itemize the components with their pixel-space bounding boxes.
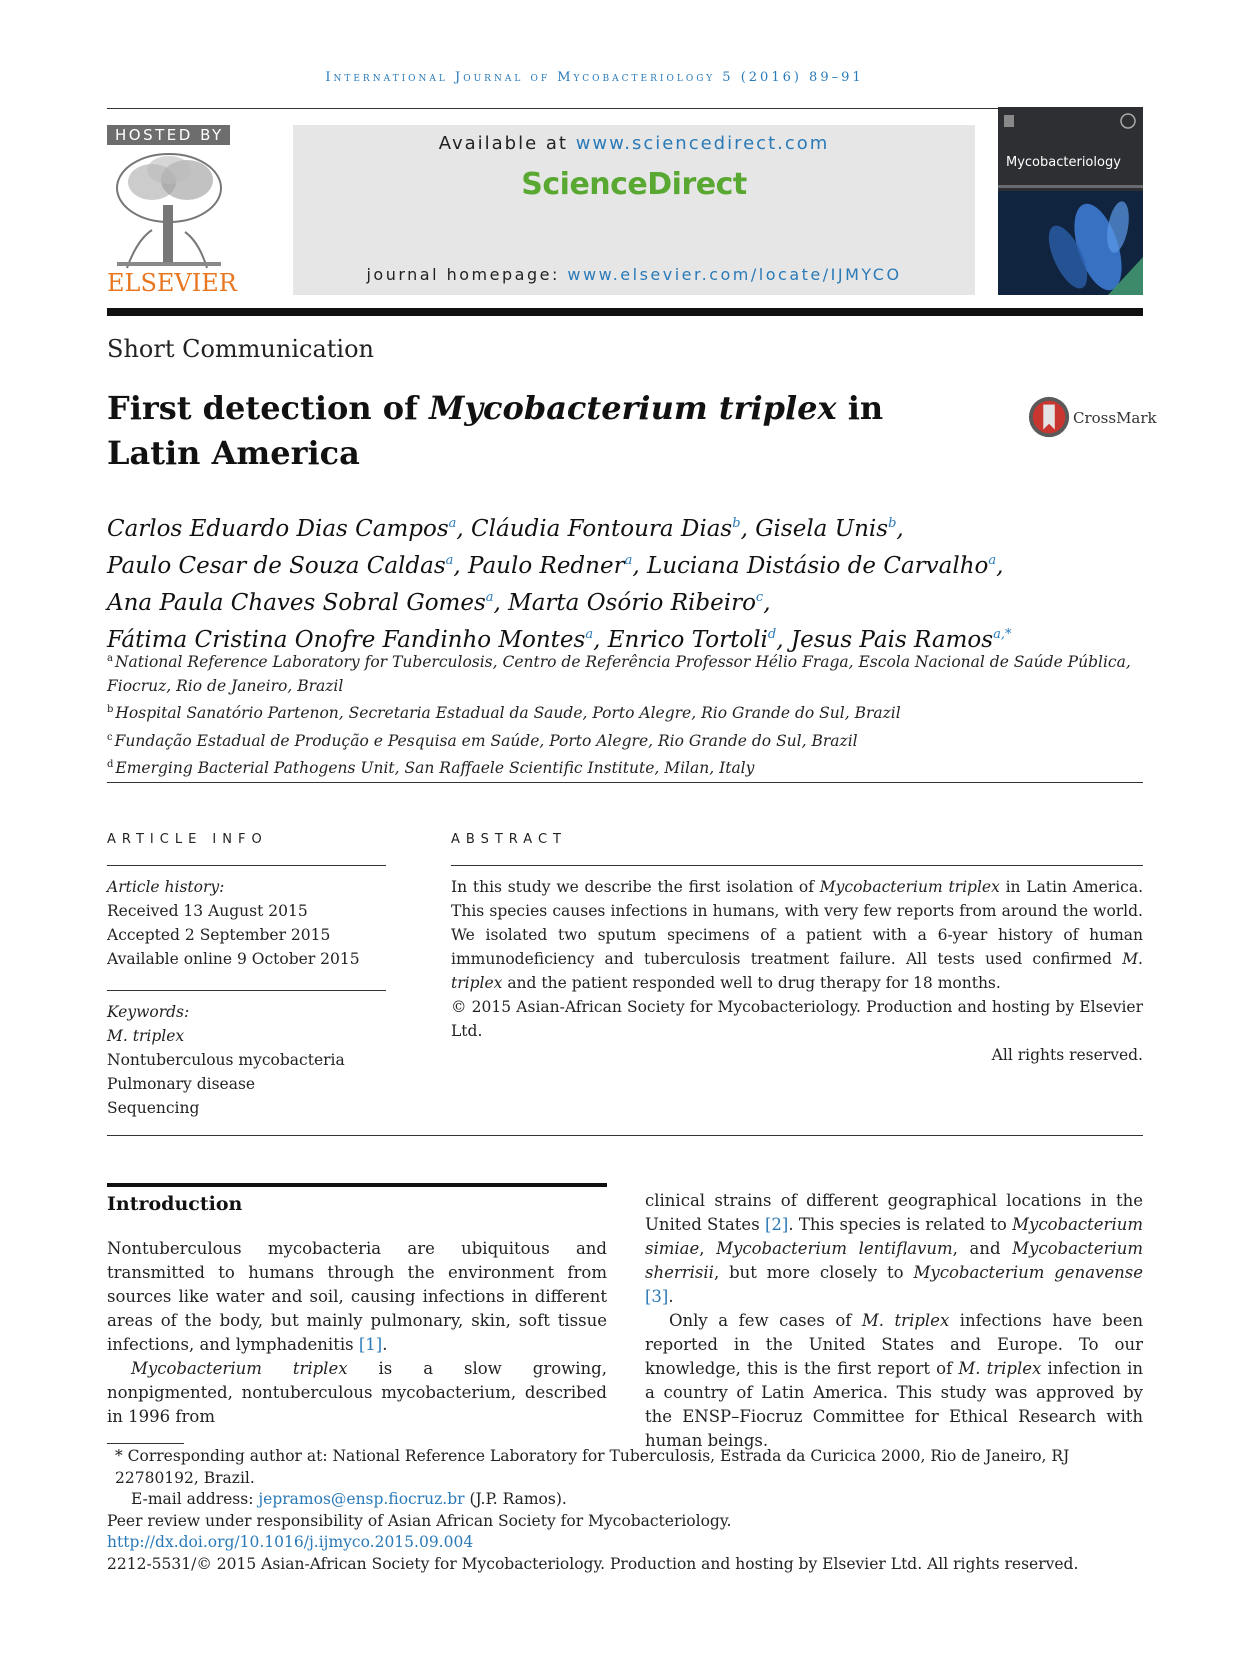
author-affil-link[interactable]: a (585, 627, 594, 642)
author-name: Paulo Redner (468, 553, 625, 579)
corresponding-author: * Corresponding author at: National Reference Laboratory for Tuberculosis, Estrada da Curicica 2000, Rio de Janeiro, RJ 22780192, Brazil. (115, 1447, 1070, 1487)
keywords-label: Keywords: (107, 1003, 190, 1021)
affiliation-label: b (107, 704, 114, 715)
paragraph (645, 1189, 1143, 1309)
history-label: Article history: (107, 878, 225, 896)
author-name: Luciana Distásio de Carvalho (646, 553, 989, 579)
affiliation-text: Fundação Estadual de Produção e Pesquisa em Saúde, Porto Alegre, Rio Grande do Sul, Brazil (114, 731, 858, 750)
affiliation-text: National Reference Laboratory for Tuberculosis, Centro de Referência Professor Hélio Fraga, Escola Nacional de Saúde Pública, Fiocruz, Rio de Janeiro, Brazil (107, 653, 1131, 695)
affiliation-label: a (107, 653, 113, 664)
body-column-right (645, 1189, 1143, 1453)
article-history (107, 875, 397, 971)
section-rule (107, 1183, 607, 1187)
author-affil-link[interactable]: a,* (993, 627, 1012, 642)
abstract-segment: In this study we describe the first isolation of (451, 878, 820, 896)
author-line: Fátima Cristina Onofre Fandinho Montes$^a$, Enrico Tortoli$^d$, Jesus Pais Ramos$^{a,*}$ (107, 627, 1012, 653)
author-list (107, 508, 1147, 656)
species-name: Mycobacterium simiae (645, 1215, 1143, 1258)
history-item: Available online 9 October 2015 (107, 950, 360, 968)
text-segment: . (382, 1335, 388, 1354)
text-segment: infections have been reported in the United States and Europe. To our knowledge, this is the first report of (645, 1311, 1143, 1378)
author-name: Jesus Pais Ramos (790, 627, 994, 653)
author-name: Carlos Eduardo Dias Campos (107, 516, 449, 542)
text-segment: infection in a country of Latin America. This study was approved by the ENSP–Fiocruz Committee for Ethical Research with human beings. (645, 1359, 1144, 1450)
header-divider (107, 308, 1143, 316)
species-name: Mycobacterium genavense (913, 1263, 1143, 1282)
cover-title: Mycobacteriology (1006, 155, 1121, 170)
abstract-rights: All rights reserved. (991, 1046, 1143, 1064)
affiliation-item (107, 698, 1147, 726)
abstract-copyright: © 2015 Asian-African Society for Mycobacteriology. Production and hosting by Elsevier Ltd. (451, 998, 1143, 1040)
hosted-by-label: HOSTED BY (107, 125, 230, 145)
paragraph (107, 1357, 607, 1429)
title-text-1: First detection of (107, 389, 429, 427)
keyword-item: Sequencing (107, 1099, 200, 1117)
author-affil-link[interactable]: b (732, 516, 741, 531)
reference-link[interactable]: [3] (645, 1287, 669, 1306)
text-segment: Nontuberculous mycobacteria are ubiquitous and transmitted to humans through the environment from sources like water and soil, causing infections in different areas of the body, but mainly pulmonary, skin, soft tissue infections, and lymphadenitis (107, 1239, 607, 1354)
paragraph (107, 1237, 607, 1357)
abstract-text (451, 875, 1143, 995)
divider (107, 990, 386, 991)
footnotes (107, 1446, 1147, 1575)
introduction-heading: Introduction (107, 1193, 243, 1215)
body-column-left (107, 1237, 607, 1429)
keywords (107, 1000, 397, 1120)
journal-cover (998, 107, 1143, 295)
email-line (107, 1489, 1147, 1511)
species-name: Mycobacterium lentiflavum (716, 1239, 953, 1258)
affiliation-label: c (107, 731, 113, 743)
species-name: Mycobacterium sherrisii (645, 1239, 1144, 1282)
author-name: Marta Osório Ribeiro (508, 590, 756, 616)
issn-copyright: 2212-5531/© 2015 Asian-African Society for Mycobacteriology. Production and hosting by Elsevier Ltd. All rights reserved. (107, 1554, 1079, 1573)
author-name: Paulo Cesar de Souza Caldas (107, 553, 446, 579)
journal-homepage-link[interactable]: www.elsevier.com/locate/IJMYCO (567, 265, 902, 284)
affiliation-text: Emerging Bacterial Pathogens Unit, San Raffaele Scientific Institute, Milan, Italy (115, 759, 755, 777)
keyword-item: M. triplex (107, 1027, 185, 1045)
author-name: Fátima Cristina Onofre Fandinho Montes (107, 627, 586, 653)
author-affil-link[interactable]: d (767, 627, 777, 642)
abstract-species: M. triplex (451, 950, 1143, 992)
species-name: Mycobacterium triplex (131, 1359, 348, 1378)
paragraph (645, 1309, 1143, 1453)
history-item: Received 13 August 2015 (107, 902, 308, 920)
text-segment: clinical strains of different geographical locations in the United States (645, 1191, 1143, 1234)
affiliation-item (107, 726, 1147, 754)
author-line: Paulo Cesar de Souza Caldas$^a$, Paulo Redner$^a$, Luciana Distásio de Carvalho$^a$, (107, 553, 1004, 579)
sciencedirect-logo: ScienceDirect (521, 167, 747, 202)
journal-homepage (293, 265, 975, 284)
elsevier-tree-icon (107, 150, 230, 270)
reference-link[interactable]: [1] (358, 1335, 383, 1354)
crossmark-label[interactable]: CrossMark (1073, 409, 1157, 427)
author-name: Ana Paula Chaves Sobral Gomes (107, 590, 486, 616)
text-segment: . This species is related to (788, 1215, 1013, 1234)
running-head: International Journal of Mycobacteriology 5 (2016) 89–91 (107, 69, 1082, 109)
affiliation-item (107, 753, 1147, 781)
abstract-heading: ABSTRACT (451, 832, 567, 847)
divider (451, 865, 1143, 866)
text-segment: . (668, 1287, 674, 1306)
sciencedirect-link[interactable]: www.sciencedirect.com (575, 133, 830, 154)
author-name: Cláudia Fontoura Dias (471, 516, 733, 542)
divider (107, 782, 1143, 783)
author-affil-link[interactable]: c (755, 590, 764, 605)
author-name: Gisela Unis (755, 516, 889, 542)
species-name: M. triplex (958, 1359, 1042, 1378)
email-after: (J.P. Ramos). (464, 1490, 567, 1508)
author-affil-link[interactable]: a (448, 516, 457, 531)
divider (107, 1135, 1143, 1136)
available-at-label: Available at (438, 133, 576, 154)
footnote-rule (107, 1443, 184, 1444)
divider (107, 865, 386, 866)
abstract-segment: in Latin America. This species causes infections in humans, with very few reports from around the world. We isolated two sputum specimens of a patient with a 6-year history of human immunodeficiency and tuberculosis treatment failure. All tests used confirmed (451, 878, 1144, 968)
author-affil-link[interactable]: a (624, 553, 633, 568)
affiliation-list (107, 647, 1147, 781)
text-segment: is a slow growing, nonpigmented, nontuberculous mycobacterium, described in 1996 from (107, 1359, 607, 1426)
author-affil-link[interactable]: b (888, 516, 897, 531)
crossmark-icon[interactable] (1027, 395, 1073, 441)
abstract-segment: and the patient responded well to drug therapy for 18 months. (502, 974, 1001, 992)
elsevier-logo: ELSEVIER (107, 269, 237, 297)
homepage-label: journal homepage: (366, 265, 568, 284)
reference-link[interactable]: [2] (764, 1215, 789, 1234)
species-name: M. triplex (861, 1311, 950, 1330)
available-at (293, 133, 975, 154)
article-type: Short Communication (107, 335, 374, 363)
cover-image-icon (998, 107, 1143, 295)
author-affil-link[interactable]: a (485, 590, 494, 605)
keyword-item: Nontuberculous mycobacteria (107, 1051, 345, 1069)
text-segment: , and (952, 1239, 1013, 1258)
doi-link[interactable]: http://dx.doi.org/10.1016/j.ijmyco.2015.09.004 (107, 1533, 474, 1551)
email-link[interactable]: jepramos@ensp.fiocruz.br (258, 1490, 465, 1508)
keyword-item: Pulmonary disease (107, 1075, 256, 1093)
peer-review-note: Peer review under responsibility of Asian African Society for Mycobacteriology. (107, 1511, 732, 1530)
abstract-body (451, 875, 1143, 1067)
email-label: E-mail address: (131, 1490, 259, 1508)
author-name: Enrico Tortoli (607, 627, 768, 653)
author-affil-link[interactable]: a (445, 553, 454, 568)
author-line: Ana Paula Chaves Sobral Gomes$^a$, Marta Osório Ribeiro$^c$, (107, 590, 771, 616)
affiliation-text: Hospital Sanatório Partenon, Secretaria Estadual da Saude, Porto Alegre, Rio Grande do Sul, Brazil (115, 704, 901, 722)
author-affil-link[interactable]: a (988, 553, 997, 568)
title-species: Mycobacterium triplex (428, 389, 837, 427)
abstract-species: Mycobacterium triplex (819, 878, 1000, 896)
article-info-heading: ARTICLE INFO (107, 832, 268, 847)
title-text-2: in Latin America (107, 389, 884, 472)
history-item: Accepted 2 September 2015 (107, 926, 331, 944)
text-segment: , (699, 1239, 717, 1258)
text-segment: Only a few cases of (669, 1311, 862, 1330)
affiliation-item (107, 647, 1147, 698)
author-line: Carlos Eduardo Dias Campos$^a$, Cláudia Fontoura Dias$^b$, Gisela Unis$^b$, (107, 516, 904, 542)
text-segment: , but more closely to (713, 1263, 914, 1282)
affiliation-label: d (107, 759, 114, 770)
article-title (107, 386, 927, 476)
sciencedirect-banner (293, 125, 975, 295)
